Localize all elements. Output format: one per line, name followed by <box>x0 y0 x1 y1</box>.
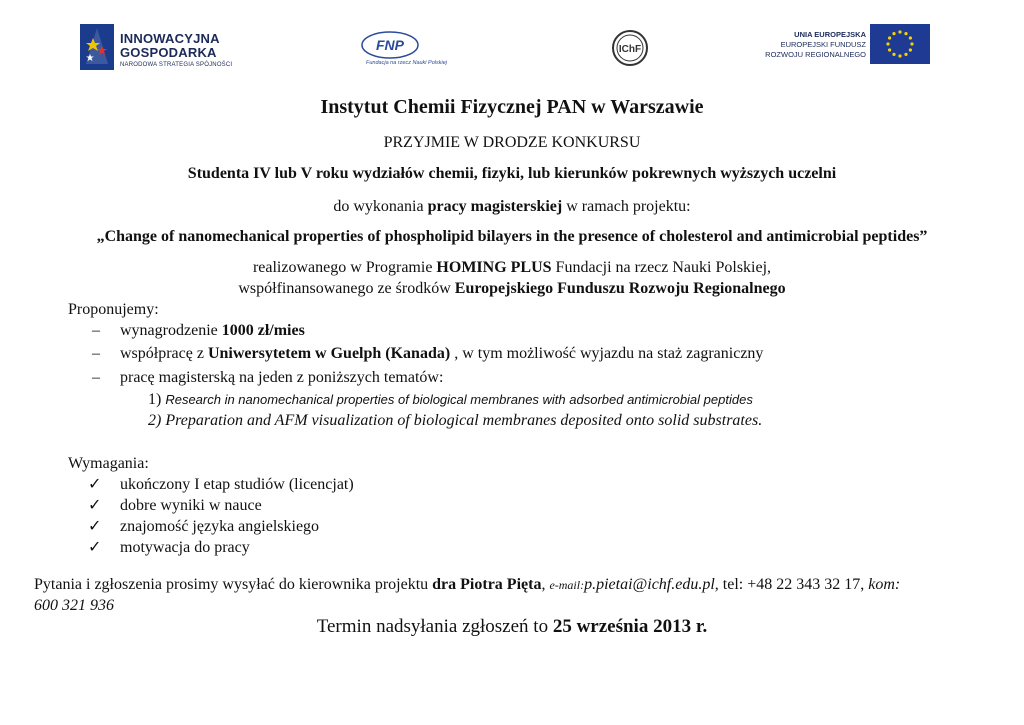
requirement-text: motywacja do pracy <box>120 539 250 556</box>
innowacyjna-gospodarka-logo <box>80 24 240 76</box>
program-bold: HOMING PLUS <box>436 259 552 276</box>
topic-item <box>148 391 753 409</box>
project-title: „Change of nanomechanical properties of phospholipid bilayers in the presence of cholesterol and antimicrobial peptides” <box>96 228 928 245</box>
check-icon: ✓ <box>88 497 102 514</box>
ue-line2: EUROPEJSKI FUNDUSZ <box>780 40 866 49</box>
fnp-name: FNP <box>376 37 404 53</box>
topic-number: 2) <box>148 412 162 429</box>
eu-star-icon <box>898 54 901 57</box>
kom-label: kom: <box>868 576 901 593</box>
contact-name: dra Piotra Pięta <box>432 576 542 593</box>
purpose-bold: pracy magisterskiej <box>427 198 563 215</box>
topic-text: Research in nanomechanical properties of biological membranes with adsorbed antimicrobial peptides <box>165 392 753 407</box>
offer-item-pre: wynagrodzenie <box>120 322 222 339</box>
eu-flag-icon <box>870 24 930 64</box>
offer-item-bold: Uniwersytetem w Guelph (Kanada) <box>207 345 451 362</box>
offer-item-post: , w tym możliwość wyjazdu na staż zagraniczny <box>450 345 764 362</box>
eu-star-icon <box>904 32 907 35</box>
ichf-icon <box>610 26 650 70</box>
contact-mobile: 600 321 936 <box>34 597 114 614</box>
cofinance-bold: Europejskiego Funduszu Rozwoju Regionalnego <box>454 280 786 297</box>
email-link[interactable]: p.pietai@ichf.edu.pl, <box>584 576 719 593</box>
offer-item-bold: 1000 zł/mies <box>221 322 305 339</box>
candidate-line: Studenta IV lub V roku wydziałów chemii, fizyki, lub kierunków pokrewnych wyższych uczelni <box>187 165 837 182</box>
program-line <box>0 259 1024 277</box>
ig-line1: INNOWACYJNA <box>120 31 220 46</box>
eu-star-icon <box>909 36 912 39</box>
check-icon: ✓ <box>88 518 102 535</box>
requirements-heading: Wymagania: <box>68 455 149 472</box>
deadline-line <box>0 616 1024 638</box>
page-title: Instytut Chemii Fizycznej PAN w Warszawie <box>320 96 704 118</box>
requirement-text: znajomość języka angielskiego <box>120 518 320 535</box>
offer-item-pre: współpracę z <box>120 345 208 362</box>
offer-item <box>92 322 305 340</box>
program-pre: realizowanego w Programie <box>252 259 437 276</box>
eu-star-icon <box>892 53 895 56</box>
dash-bullet: – <box>92 369 100 386</box>
ichf-logo <box>610 26 650 70</box>
purpose-pre: do wykonania <box>333 198 428 215</box>
requirement-item <box>88 495 262 515</box>
contact-pre: Pytania i zgłoszenia prosimy wysyłać do kierownika projektu <box>34 576 433 593</box>
ig-line3: NARODOWA STRATEGIA SPÓJNOŚCI <box>120 62 233 68</box>
logo-bar <box>0 18 1024 78</box>
deadline-date: 25 września 2013 r. <box>552 616 708 637</box>
topic-number: 1) <box>148 391 162 408</box>
ichf-name: IChF <box>618 44 642 55</box>
requirement-text: ukończony I etap studiów (licencjat) <box>120 476 354 493</box>
contact-comma: , <box>541 576 550 593</box>
eu-star-icon <box>910 42 913 45</box>
ig-star-icon <box>80 24 114 70</box>
cofinance-pre: współfinansowanego ze środków <box>238 280 455 297</box>
requirement-item <box>88 474 354 494</box>
contact-tel: tel: +48 22 343 32 17, <box>718 576 869 593</box>
ue-line3: ROZWOJU REGIONALNEGO <box>765 50 866 59</box>
eu-star-icon <box>888 36 891 39</box>
eu-star-icon <box>909 48 912 51</box>
purpose-post: w ramach projektu: <box>562 198 691 215</box>
ue-line1: UNIA EUROPEJSKA <box>794 30 866 39</box>
offer-item-text: pracę magisterską na jeden z poniższych tematów: <box>120 369 444 386</box>
announcement-line: PRZYJMIE W DRODZE KONKURSU <box>383 134 641 151</box>
fnp-logo <box>358 28 478 74</box>
purpose-line <box>0 198 1024 216</box>
requirement-text: dobre wyniki w nauce <box>120 497 262 514</box>
dash-bullet: – <box>92 345 100 362</box>
requirement-item <box>88 516 319 536</box>
cofinance-line <box>0 280 1024 298</box>
eu-star-icon <box>888 48 891 51</box>
topic-text: Preparation and AFM visualization of biological membranes deposited onto solid substrates. <box>165 412 763 429</box>
deadline-pre: Termin nadsyłania zgłoszeń to <box>316 616 553 637</box>
eu-star-icon <box>898 30 901 33</box>
program-post: Fundacji na rzecz Nauki Polskiej, <box>551 259 772 276</box>
dash-bullet: – <box>92 322 100 339</box>
fnp-oval-icon <box>360 30 420 60</box>
fnp-sub: Fundacja na rzecz Nauki Polskiej <box>366 60 448 66</box>
eu-star-icon <box>892 32 895 35</box>
offer-item <box>92 369 443 387</box>
offer-heading: Proponujemy: <box>68 301 159 318</box>
topic-item <box>148 412 762 430</box>
offer-item <box>92 345 763 363</box>
ue-logo <box>760 24 930 68</box>
ue-text <box>765 30 866 60</box>
requirement-item <box>88 537 250 557</box>
check-icon: ✓ <box>88 476 102 493</box>
contact-line <box>34 576 990 594</box>
email-label: e-mail: <box>549 578 585 592</box>
check-icon: ✓ <box>88 539 102 556</box>
eu-star-icon <box>886 42 889 45</box>
ig-line2: GOSPODARKA <box>120 45 217 60</box>
eu-star-icon <box>904 53 907 56</box>
